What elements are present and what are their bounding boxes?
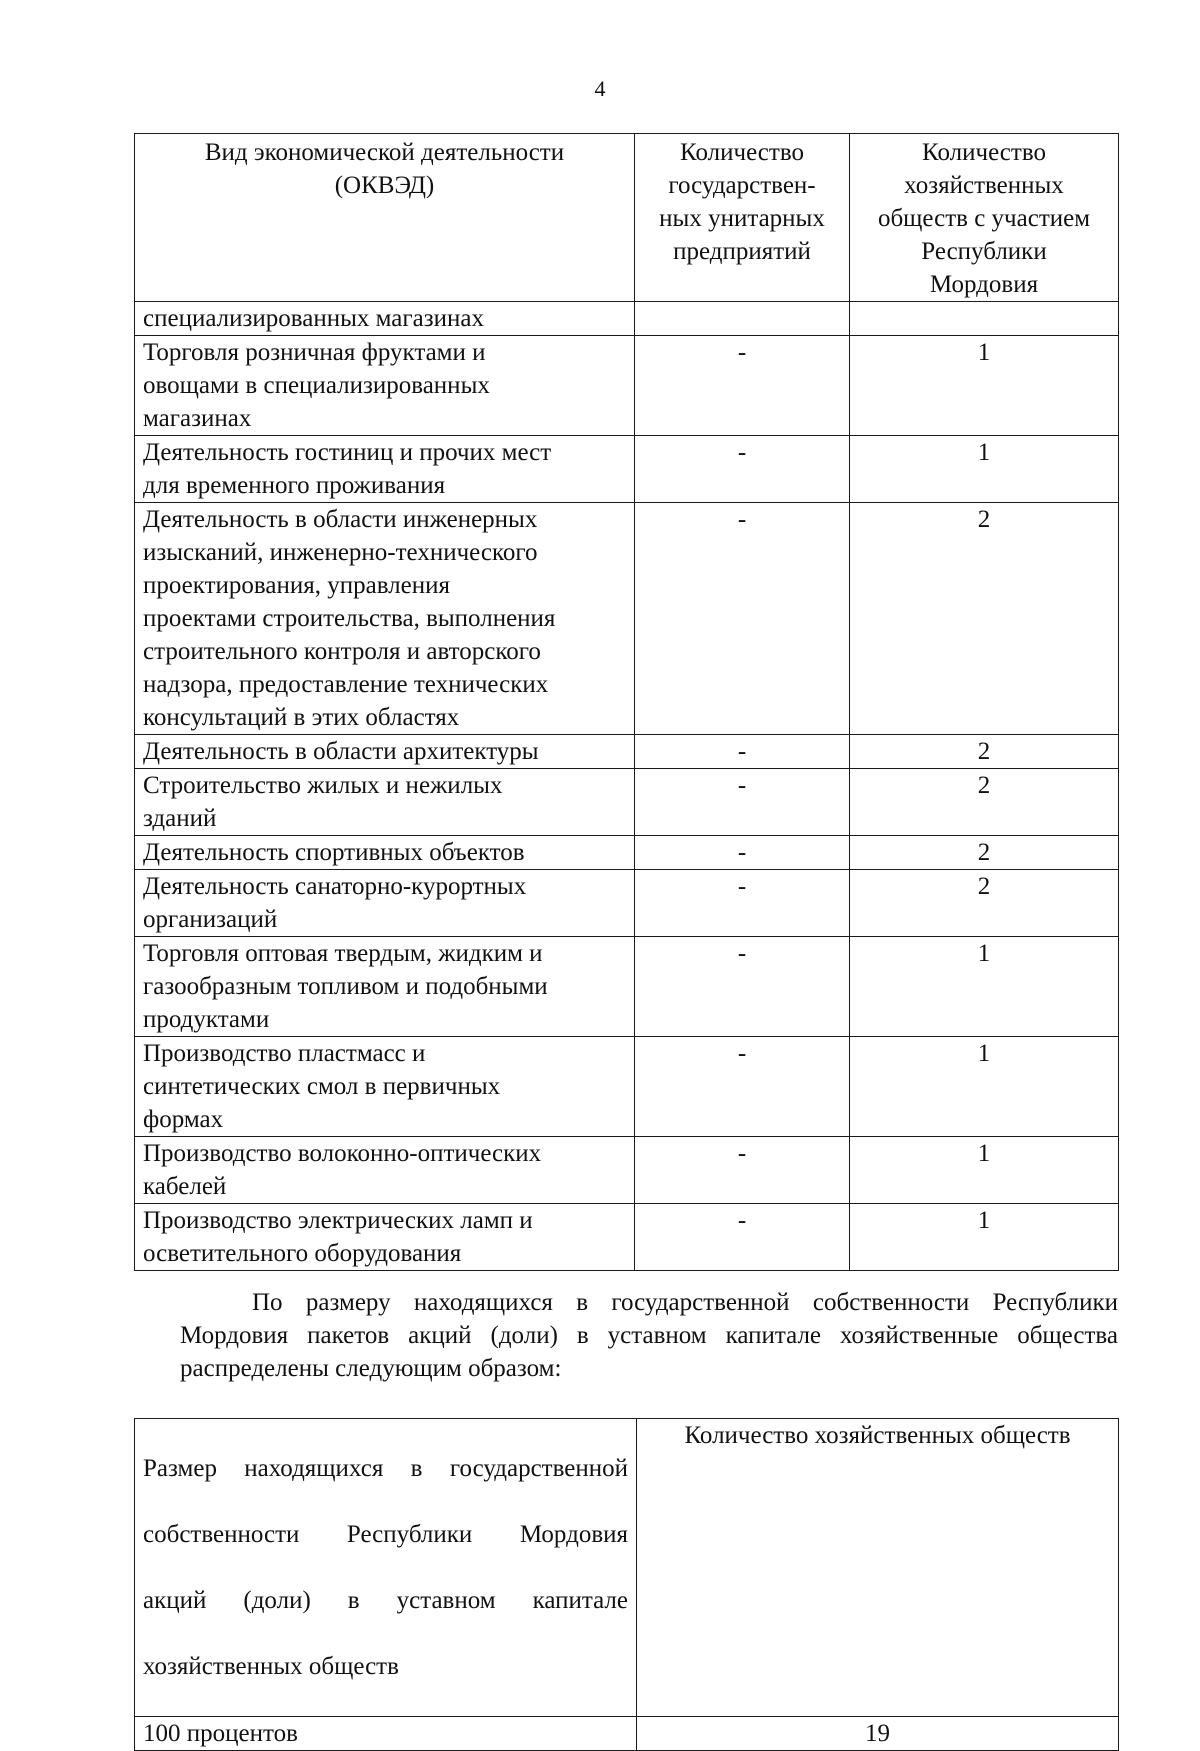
cell-companies: 1	[850, 1037, 1119, 1137]
cell-companies: 1	[850, 1204, 1119, 1271]
header-share-line: акций (доли) в уставном капитале	[143, 1587, 628, 1614]
cell-activity: специализированных магазинах	[135, 302, 635, 336]
cell-companies: 2	[850, 735, 1119, 769]
table-row	[135, 436, 1119, 503]
cell-share-size: 100 процентов	[135, 1717, 637, 1751]
cell-state-enterprises: -	[635, 836, 850, 870]
cell-state-enterprises: -	[635, 336, 850, 436]
table-row	[135, 836, 1119, 870]
header-share-line: Размер находящихся в государственной	[143, 1455, 628, 1482]
cell-companies: 1	[850, 937, 1119, 1037]
cell-state-enterprises: -	[635, 503, 850, 735]
header-companies: Количество хозяйственных обществ с участием Республики Мордовия	[850, 134, 1119, 302]
cell-activity: Деятельность санаторно-курортных организаций	[135, 870, 635, 937]
cell-state-enterprises: -	[635, 1137, 850, 1204]
header-state-enterprises: Количество государствен- ных унитарных предприятий	[635, 134, 850, 302]
cell-companies: 1	[850, 1137, 1119, 1204]
cell-activity: Торговля розничная фруктами и овощами в специализированных магазинах	[135, 336, 635, 436]
cell-activity: Деятельность в области архитектуры	[135, 735, 635, 769]
cell-state-enterprises: -	[635, 769, 850, 836]
table-row	[135, 870, 1119, 937]
cell-companies: 1	[850, 336, 1119, 436]
cell-state-enterprises: -	[635, 1204, 850, 1271]
cell-activity: Производство пластмасс и синтетических смол в первичных формах	[135, 1037, 635, 1137]
share-header-row	[135, 1419, 1119, 1717]
cell-companies	[850, 302, 1119, 336]
header-share-size	[135, 1419, 637, 1717]
header-share-line: собственности Республики Мордовия	[143, 1521, 628, 1548]
cell-companies: 2	[850, 769, 1119, 836]
table-row	[135, 1037, 1119, 1137]
cell-state-enterprises: -	[635, 436, 850, 503]
table-row	[135, 735, 1119, 769]
table-row	[135, 769, 1119, 836]
table-row	[135, 302, 1119, 336]
cell-activity: Производство электрических ламп и осветительного оборудования	[135, 1204, 635, 1271]
cell-state-enterprises: -	[635, 870, 850, 937]
distribution-paragraph: По размеру находящихся в государственной собственности Республики Мордовия пакетов акций (доли) в уставном капитале хозяйственные общества распределены следующим образом:	[180, 1289, 1118, 1382]
cell-state-enterprises: -	[635, 937, 850, 1037]
cell-state-enterprises: -	[635, 1037, 850, 1137]
cell-activity: Производство волоконно-оптических кабелей	[135, 1137, 635, 1204]
cell-company-count: 19	[637, 1717, 1119, 1751]
share-row	[135, 1717, 1119, 1751]
table-row	[135, 336, 1119, 436]
cell-activity: Строительство жилых и нежилых зданий	[135, 769, 635, 836]
table-row	[135, 1204, 1119, 1271]
cell-companies: 2	[850, 836, 1119, 870]
activity-table	[134, 133, 1119, 1271]
table-header-row	[135, 134, 1119, 302]
cell-activity: Деятельность спортивных объектов	[135, 836, 635, 870]
page-number: 4	[594, 76, 606, 101]
cell-state-enterprises	[635, 302, 850, 336]
cell-companies: 2	[850, 503, 1119, 735]
cell-companies: 2	[850, 870, 1119, 937]
cell-activity: Торговля оптовая твердым, жидким и газообразным топливом и подобными продуктами	[135, 937, 635, 1037]
table-row	[135, 1137, 1119, 1204]
header-activity: Вид экономической деятельности (ОКВЭД)	[135, 134, 635, 302]
table-row	[135, 937, 1119, 1037]
cell-activity: Деятельность в области инженерных изысканий, инженерно-технического проектирования, управления проектами строительства, выполнения строительного контроля и авторского надзора, предоставление технических консультаций в этих областях	[135, 503, 635, 735]
table-row	[135, 503, 1119, 735]
share-table	[134, 1418, 1119, 1751]
cell-companies: 1	[850, 436, 1119, 503]
cell-activity: Деятельность гостиниц и прочих мест для временного проживания	[135, 436, 635, 503]
header-share-line: хозяйственных обществ	[143, 1653, 399, 1680]
header-company-count: Количество хозяйственных обществ	[637, 1419, 1119, 1717]
cell-state-enterprises: -	[635, 735, 850, 769]
